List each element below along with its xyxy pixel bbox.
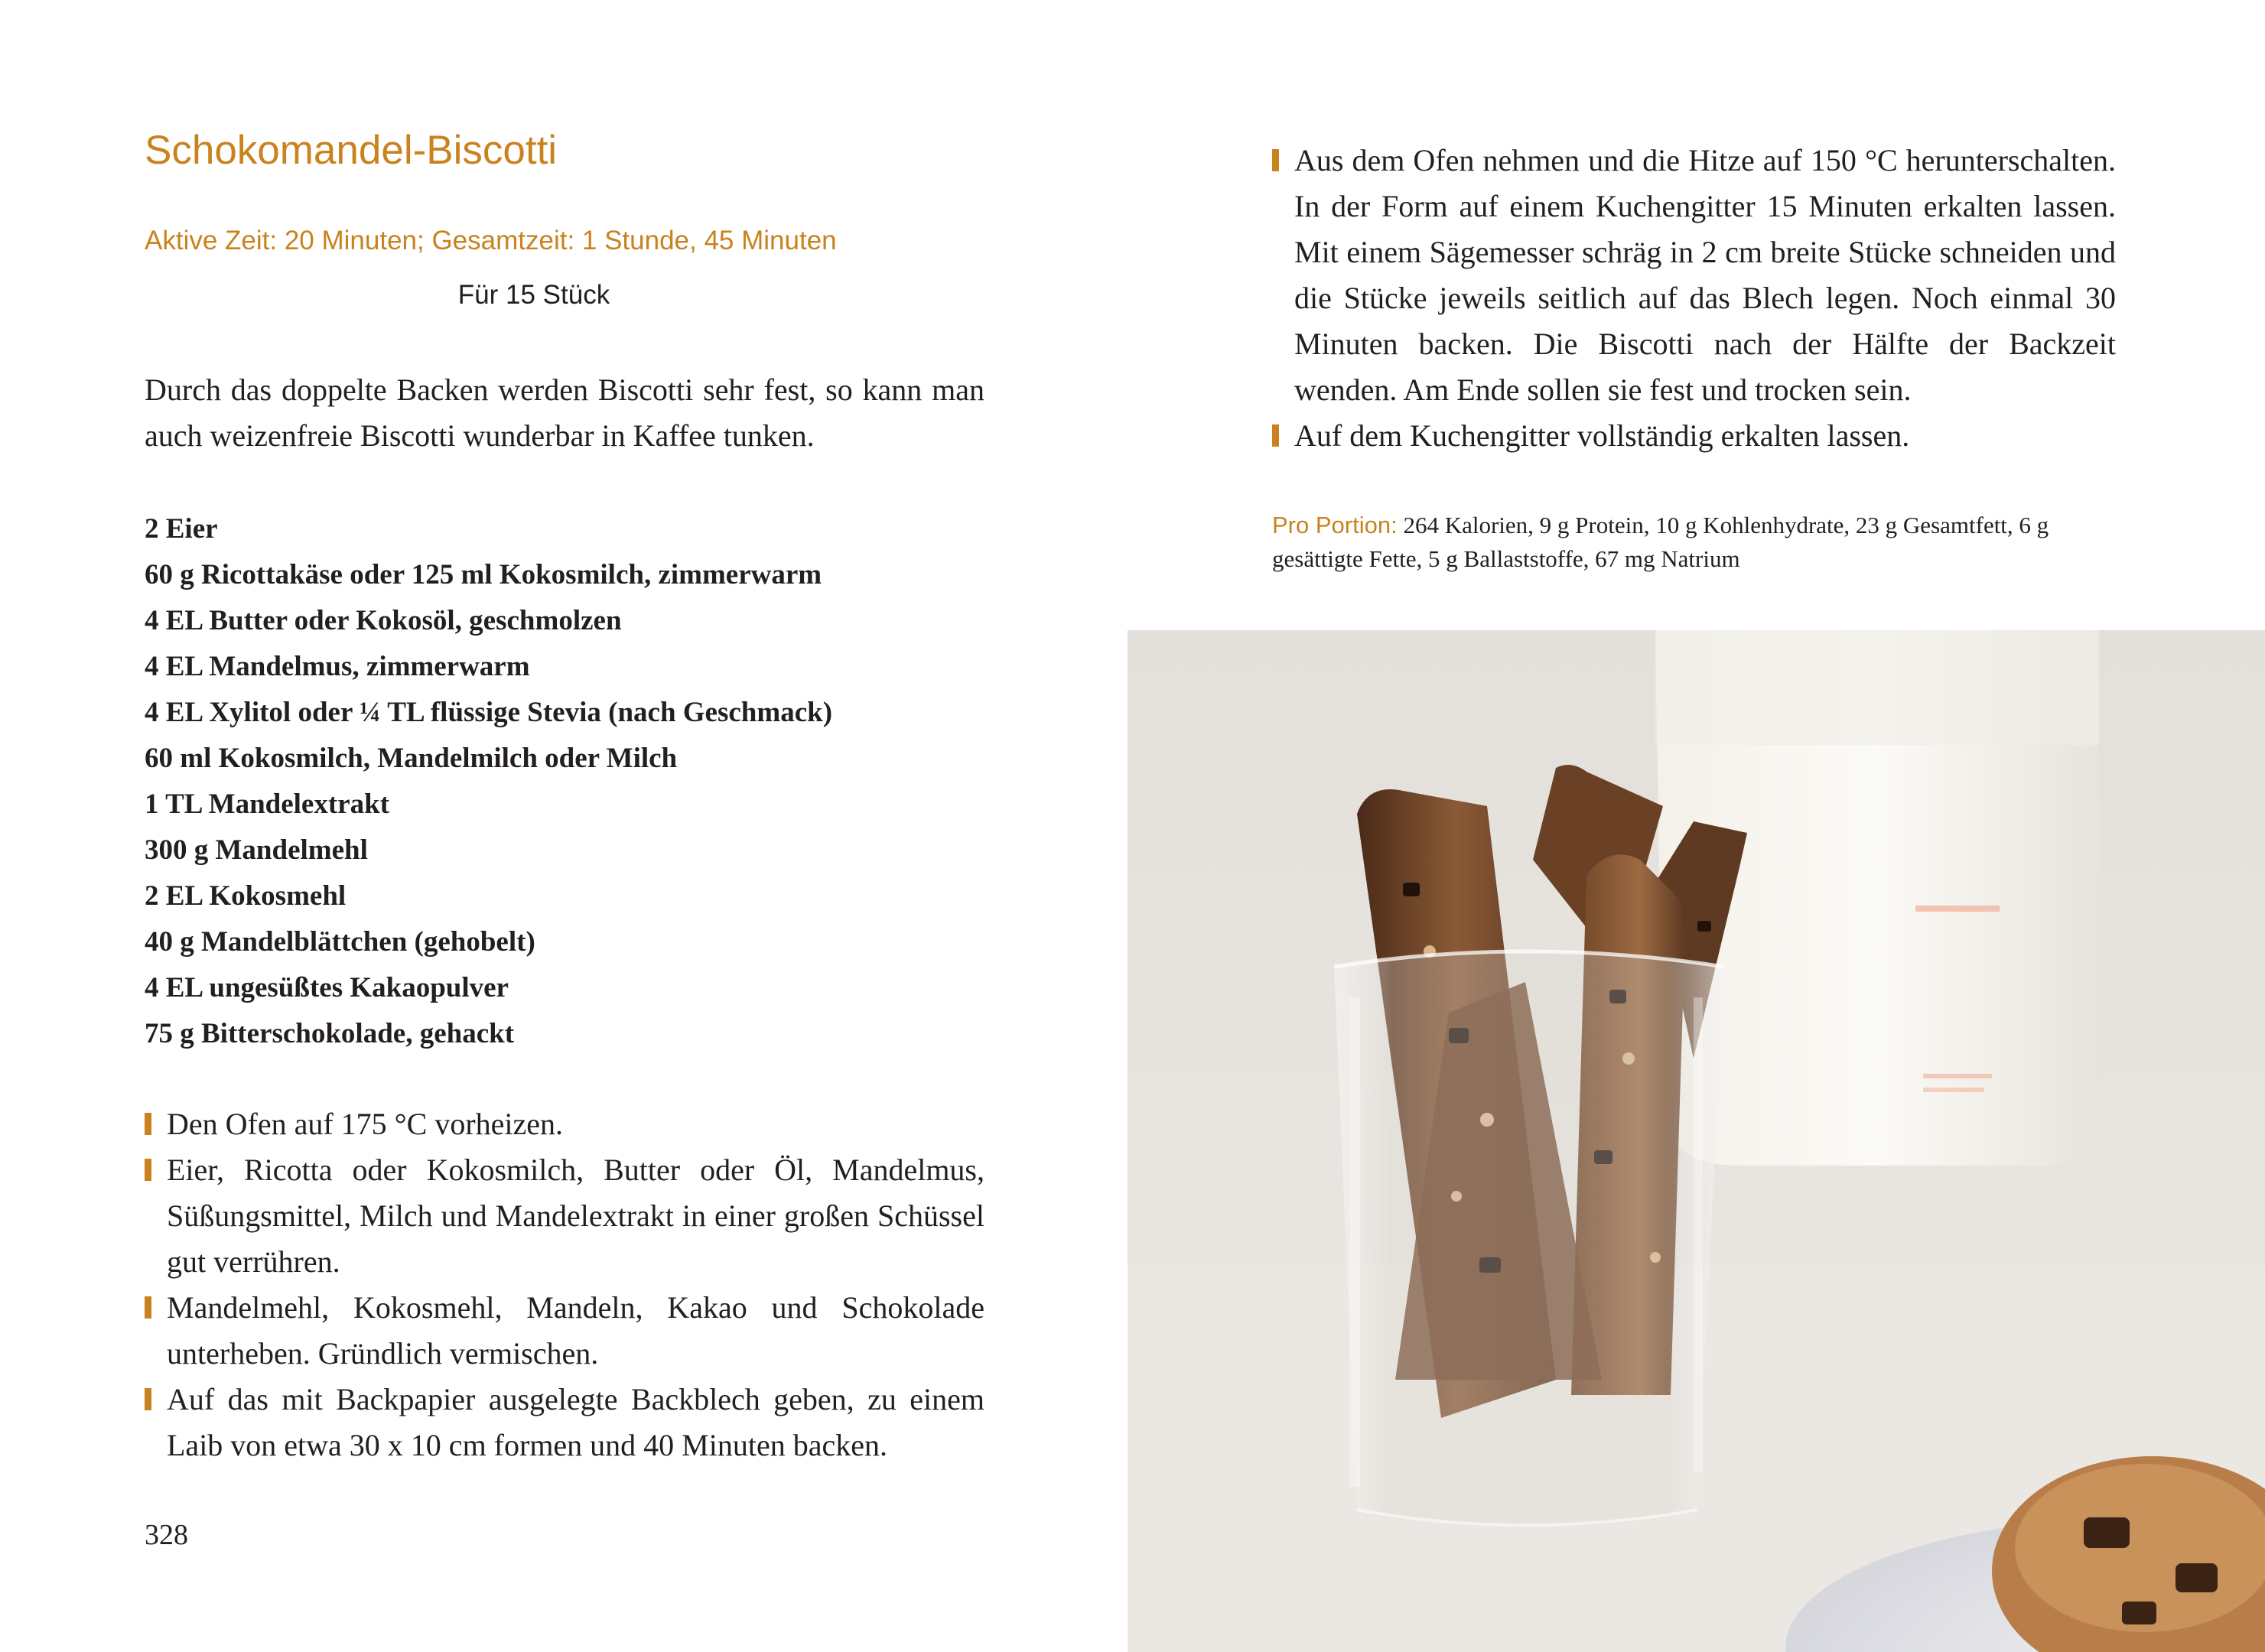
step-text: Auf dem Kuchengitter vollständig erkalten lassen.: [1294, 418, 1910, 453]
step-text: Aus dem Ofen nehmen und die Hitze auf 150 °C herunterschalten. In der Form auf einem Kuchengitter 15 Minuten erkalten lassen. Mit einem Sägemesser schräg in 2 cm breite Stücke schneiden und die Stücke jeweils seitlich auf das Blech legen. Noch einmal 30 Minuten backen. Die Biscotti nach der Hälfte der Backzeit wenden. Am Ende sollen sie fest und trocken sein.: [1294, 143, 2116, 407]
nutrition-info: [1272, 509, 2116, 576]
ingredient-item: 4 EL Butter oder Kokosöl, geschmolzen: [145, 605, 622, 636]
step-text: Auf das mit Backpapier ausgelegte Backblech geben, zu einem Laib von etwa 30 x 10 cm formen und 40 Minuten backen.: [167, 1382, 984, 1462]
step-item: [1272, 413, 2116, 459]
step-list-left: [145, 1101, 984, 1468]
ingredient-item: 75 g Bitterschokolade, gehackt: [145, 1018, 515, 1049]
ingredient-item: 1 TL Mandelextrakt: [145, 789, 389, 820]
step-item: [145, 1101, 984, 1147]
step-bullet-icon: [1272, 424, 1279, 447]
step-text: Mandelmehl, Kokosmehl, Mandeln, Kakao und Schokolade unterheben. Gründlich vermischen.: [167, 1290, 984, 1371]
step-bullet-icon: [145, 1159, 151, 1181]
ingredient-item: 4 EL ungesüßtes Kakaopulver: [145, 972, 509, 1003]
step-item: [1272, 138, 2116, 413]
step-text: Den Ofen auf 175 °C vorheizen.: [167, 1107, 564, 1141]
biscotti-photo: [1128, 630, 2265, 1652]
ingredient-item: 4 EL Xylitol oder ¼ TL flüssige Stevia (nach Geschmack): [145, 697, 833, 728]
ingredient-item: 300 g Mandelmehl: [145, 834, 368, 866]
ingredient-list: [145, 506, 984, 1057]
recipe-intro: Durch das doppelte Backen werden Biscotti sehr fest, so kann man auch weizenfreie Biscotti wunderbar in Kaffee tunken.: [145, 372, 984, 453]
step-bullet-icon: [145, 1388, 151, 1410]
nutrition-label: Pro Portion:: [1272, 512, 1398, 538]
nutrition-text: 264 Kalorien, 9 g Protein, 10 g Kohlenhydrate, 23 g Gesamtfett, 6 g gesättigte Fette, 5 g Ballaststoffe, 67 mg Natrium: [1272, 512, 2049, 572]
ingredient-item: 60 g Ricottakäse oder 125 ml Kokosmilch, zimmerwarm: [145, 559, 822, 590]
biscotti-illustration: [1128, 630, 2265, 1652]
page-number: 328: [145, 1519, 188, 1551]
step-item: [145, 1285, 984, 1377]
recipe-title: Schokomandel-Biscotti: [145, 128, 558, 173]
recipe-time: Aktive Zeit: 20 Minuten; Gesamtzeit: 1 Stunde, 45 Minuten: [145, 226, 837, 255]
ingredient-item: 60 ml Kokosmilch, Mandelmilch oder Milch: [145, 743, 678, 774]
ingredient-item: 2 Eier: [145, 513, 218, 545]
step-item: [145, 1377, 984, 1468]
step-bullet-icon: [145, 1296, 151, 1319]
step-bullet-icon: [1272, 149, 1279, 171]
step-text: Eier, Ricotta oder Kokosmilch, Butter oder Öl, Mandelmus, Süßungsmittel, Milch und Mandelextrakt in einer großen Schüssel gut verrühren.: [167, 1153, 984, 1279]
step-list-right: [1272, 138, 2116, 459]
ingredient-item: 4 EL Mandelmus, zimmerwarm: [145, 651, 530, 682]
step-bullet-icon: [145, 1113, 151, 1135]
recipe-yield: Für 15 Stück: [457, 280, 610, 310]
ingredient-item: 40 g Mandelblättchen (gehobelt): [145, 926, 535, 958]
ingredient-item: 2 EL Kokosmehl: [145, 880, 347, 912]
step-item: [145, 1147, 984, 1285]
